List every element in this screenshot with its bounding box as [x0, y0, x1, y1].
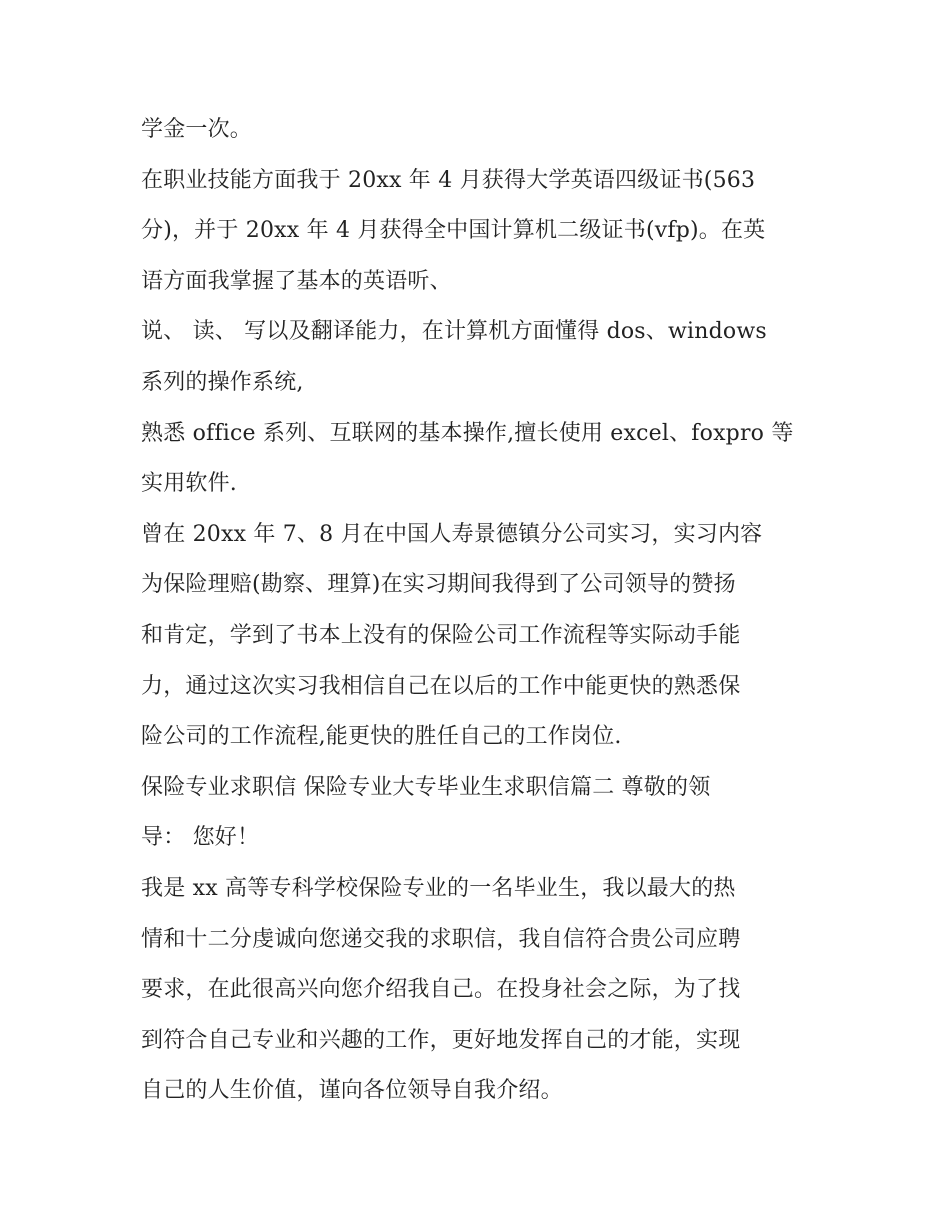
text-line: 为保险理赔(勘察、理算)在实习期间我得到了公司领导的赞扬: [141, 572, 736, 598]
text-line: 险公司的工作流程,能更快的胜任自己的工作岗位.: [141, 724, 622, 750]
text-line: 分)，并于 20xx 年 4 月获得全中国计算机二级证书(vfp)。在英: [141, 218, 766, 244]
text-line: 保险专业求职信 保险专业大专毕业生求职信篇二 尊敬的领: [141, 774, 711, 800]
text-line: 学金一次。: [141, 117, 253, 142]
text-line: 要求，在此很高兴向您介绍我自己。在投身社会之际，为了找: [141, 977, 741, 1003]
text-line: 说、 读、 写以及翻译能力，在计算机方面懂得 dos、windows: [141, 319, 767, 345]
text-line: 实用软件.: [141, 471, 237, 497]
text-line: 我是 xx 高等专科学校保险专业的一名毕业生，我以最大的热: [141, 875, 736, 901]
text-line: 在职业技能方面我于 20xx 年 4 月获得大学英语四级证书(563: [141, 167, 756, 193]
text-line: 曾在 20xx 年 7、8 月在中国人寿景德镇分公司实习，实习内容: [141, 521, 763, 547]
text-line: 力，通过这次实习我相信自己在以后的工作中能更快的熟悉保: [141, 673, 741, 699]
document-body: [141, 105, 821, 1117]
text-line: 情和十二分虔诚向您递交我的求职信，我自信符合贵公司应聘: [141, 926, 741, 952]
text-line: 到符合自己专业和兴趣的工作，更好地发挥自己的才能，实现: [141, 1027, 741, 1053]
text-line: 熟悉 office 系列、互联网的基本操作,擅长使用 excel、foxpro 等: [141, 420, 794, 446]
text-line: 自己的人生价值，谨向各位领导自我介绍。: [141, 1078, 563, 1104]
text-line: 系列的操作系统,: [141, 369, 304, 395]
text-line: 语方面我掌握了基本的英语听、: [141, 268, 452, 294]
text-line: 和肯定，学到了书本上没有的保险公司工作流程等实际动手能: [141, 622, 741, 648]
text-line: 导： 您好！: [141, 825, 260, 851]
